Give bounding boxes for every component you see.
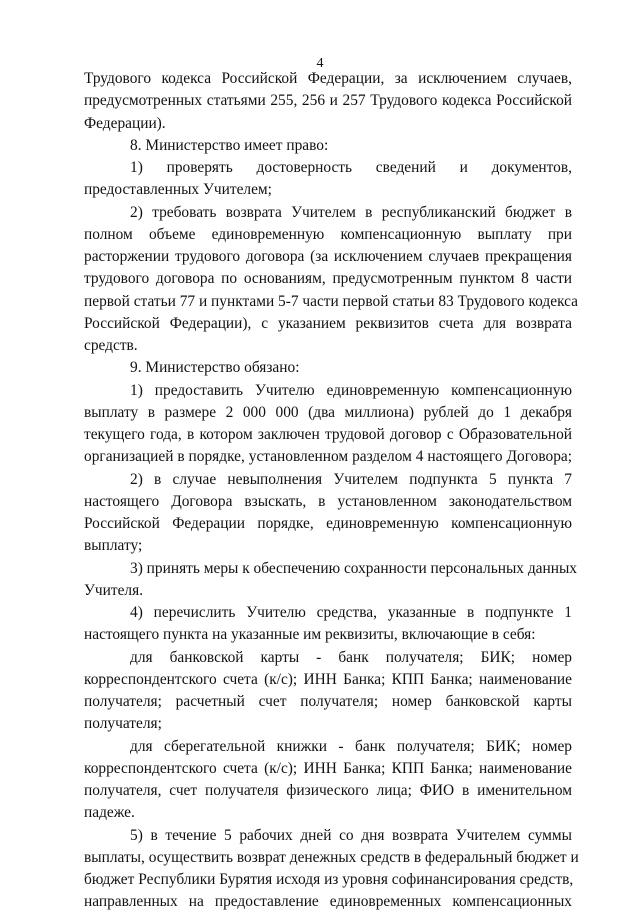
- text-line: выплату в размере 2 000 000 (два миллиона) рублей до 1 декабря: [84, 403, 572, 421]
- text-line: 1) предоставить Учителю единовременную компенсационную: [130, 381, 572, 399]
- text-line: направленных на предоставление единовременных компенсационных: [84, 893, 572, 911]
- text-line: корреспондентского счета (к/с); ИНН Банка; КПП Банка; наименование: [84, 759, 572, 777]
- text-line: Трудового кодекса Российской Федерации, за исключением случаев,: [84, 70, 572, 87]
- text-line: 2) в случае невыполнения Учителем подпункта 5 пункта 7: [130, 470, 572, 488]
- text-line: 9. Министерство обязано:: [130, 359, 300, 377]
- text-line: 1) проверять достоверность сведений и документов,: [130, 159, 572, 176]
- text-line: расторжении трудового договора (за исключением случаев прекращения: [84, 248, 572, 265]
- text-line: для банковской карты - банк получателя; БИК; номер: [130, 648, 572, 666]
- text-line: Федерации).: [84, 114, 166, 132]
- text-line: получателя;: [84, 715, 162, 733]
- text-line: текущего года, в котором заключен трудовой договор с Образовательной: [84, 426, 572, 443]
- text-line: выплаты, осуществить возврат денежных средств в федеральный бюджет и: [84, 848, 579, 866]
- text-line: 2) требовать возврата Учителем в республиканский бюджет в: [130, 203, 572, 221]
- text-line: организацией в порядке, установленном разделом 4 настоящего Договора;: [84, 448, 572, 466]
- text-line: Российской Федерации), с указанием реквизитов счета для возврата: [84, 314, 572, 332]
- document-body: [84, 68, 579, 914]
- text-line: выплату;: [84, 537, 143, 555]
- text-line: бюджет Республики Бурятия исходя из уровня софинансирования средств,: [84, 871, 574, 888]
- text-line: 4) перечислить Учителю средства, указанные в подпункте 1: [130, 604, 572, 621]
- text-line: средств.: [84, 337, 138, 354]
- text-line: Российской Федерации порядке, единовременную компенсационную: [84, 515, 572, 532]
- text-line: получателя; расчетный счет получателя; номер банковской карты: [84, 693, 572, 710]
- text-line: 8. Министерство имеет право:: [130, 136, 329, 154]
- text-line: для сберегательной книжки - банк получателя; БИК; номер: [130, 737, 572, 755]
- text-line: настоящего Договора взыскать, в установленном законодательством: [84, 492, 572, 510]
- text-line: корреспондентского счета (к/с); ИНН Банка; КПП Банка; наименование: [84, 670, 572, 688]
- page-number: 4: [316, 56, 324, 71]
- text-line: настоящего пункта на указанные им реквизиты, включающие в себя:: [84, 626, 536, 644]
- text-line: трудового договора по основаниям, предусмотренным пунктом 8 части: [84, 270, 572, 288]
- text-line: 5) в течение 5 рабочих дней со дня возврата Учителем суммы: [130, 826, 572, 844]
- text-line: первой статьи 77 и пунктами 5-7 части первой статьи 83 Трудового кодекса: [84, 292, 579, 310]
- text-line: полном объеме единовременную компенсационную выплату при: [84, 225, 572, 243]
- text-line: получателя, счет получателя физического лица; ФИО в именительном: [84, 782, 572, 799]
- text-line: предоставленных Учителем;: [84, 181, 272, 199]
- text-line: предусмотренных статьями 255, 256 и 257 Трудового кодекса Российской: [84, 92, 572, 110]
- text-line: Учителя.: [84, 581, 144, 599]
- text-line: падеже.: [84, 804, 135, 822]
- text-line: 3) принять меры к обеспечению сохранности персональных данных: [130, 559, 578, 577]
